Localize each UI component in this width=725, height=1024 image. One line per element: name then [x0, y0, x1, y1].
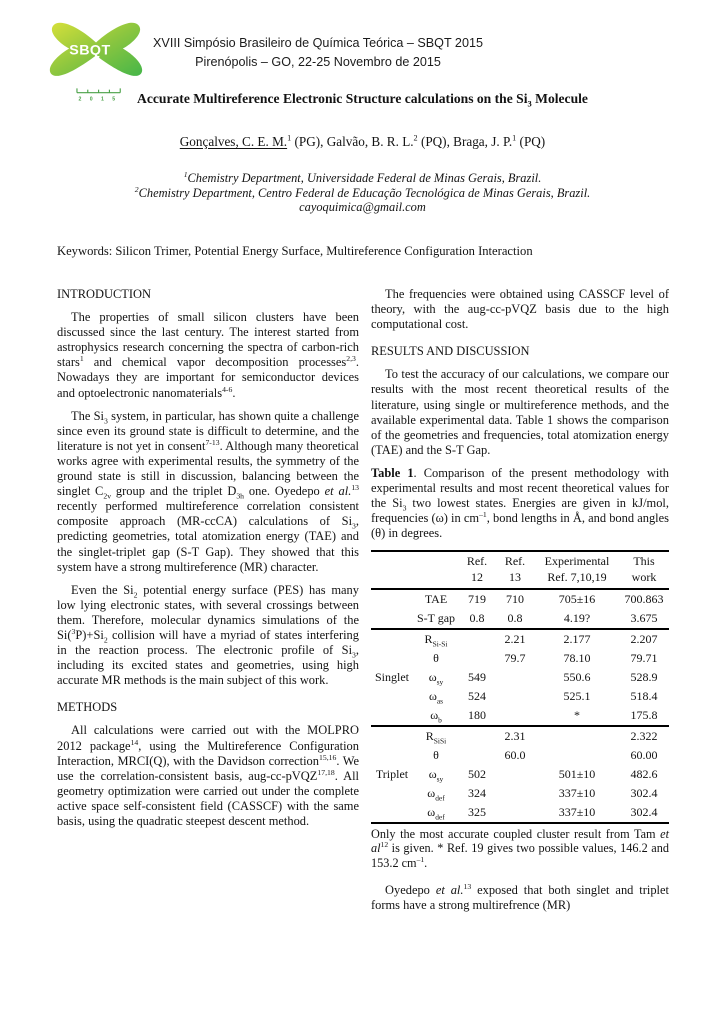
col-header-line: work: [631, 570, 657, 584]
table-row: [371, 649, 669, 668]
paper-title: Accurate Multireference Electronic Structure calculations on the $Si_3$ Molecule: [137, 91, 588, 109]
col-header-line: 12: [471, 570, 483, 584]
contact-email: cayoquimica@gmail.com: [299, 200, 426, 214]
row-label: $\omega_{sy}$: [428, 669, 444, 686]
table-cell: 175.8: [630, 707, 658, 722]
row-label: $\omega_{sy}$: [428, 766, 444, 783]
table-cell: 2.322: [619, 726, 669, 746]
table-cell: 79.7: [504, 650, 526, 665]
col-header-line: This: [633, 554, 655, 569]
group-label-singlet: Singlet: [371, 629, 413, 726]
table-cell: 302.4: [630, 785, 658, 800]
table-cell: 2.31: [495, 726, 535, 746]
methods-paragraph: All calculations were carried out with the MOLPRO 2012 package$^{14}$, using the Multireference Configuration Interaction, MRCI(Q), with the Davidson correction$^{15,16}$. We use the correlation-consistent basis, aug-cc-pVQZ$^{17,18}$. All geometry optimization were carried out under the complete active space self-consistent field (CASSCF) with the same basis, using the quadratic steepest descent method.: [57, 723, 359, 828]
col-header-line: 13: [509, 570, 521, 584]
left-column: [57, 287, 359, 913]
conference-location-date: Pirenópolis – GO, 22-25 Novembro de 2015: [195, 54, 441, 69]
table-cell: 4.19?: [563, 610, 591, 625]
table-cell: 700.863: [624, 591, 664, 606]
col-header-line: Ref. 7,10,19: [547, 570, 607, 584]
row-label: $R_{Si-Si}$: [413, 629, 459, 649]
table-cell: 337±10: [558, 785, 596, 800]
table-cell: [495, 706, 535, 726]
table-cell: [495, 784, 535, 803]
group-label-triplet: Triplet: [371, 726, 413, 823]
table-cell: [495, 765, 535, 784]
table-cell: 518.4: [630, 688, 658, 703]
table-row: [371, 784, 669, 803]
right-column: [371, 287, 669, 913]
table-cell: 549: [468, 669, 486, 684]
table-cell: 337±10: [558, 804, 596, 819]
table-cell: 302.4: [630, 804, 658, 819]
table1: [371, 550, 669, 823]
row-label: $\omega_b$: [430, 707, 442, 724]
table-cell: 525.1: [563, 688, 591, 703]
table-cell: 550.6: [563, 669, 591, 684]
table-row: [371, 803, 669, 823]
table-cell: [459, 726, 495, 746]
table1-caption: Table 1. Comparison of the present methodology with experimental results and most recent theoretical values for the $Si_3$ two lowest states. Energies are given in kJ/mol, frequencies (ω) in $cm^{-1}$, bond lengths in Å, and bond angles (θ) in degrees.: [371, 465, 670, 541]
table-row: [371, 589, 669, 609]
table-cell: 502: [468, 766, 486, 781]
table-cell: 2.207: [619, 629, 669, 649]
table-cell: 0.8: [507, 610, 523, 625]
table-row: [371, 687, 669, 706]
table-row: [371, 746, 669, 765]
table-cell: [495, 668, 535, 687]
authors-line: Gonçalves, C. E. M.$^1$ (PG), Galvão, B. R. L.$^2$ (PQ), Braga, J. P.$^1$ (PQ): [179, 133, 546, 149]
body-columns: [57, 287, 669, 913]
intro-paragraph-1: The properties of small silicon clusters have been discussed since the last century. The interest started from astrophysics research concerning the spectra of carbon-rich stars$^1$ and chemical vapor decomposition processes$^{2,3}$. Nowadays they are important for semiconductor devices and optoelectronic nanomaterials$^{4-6}$.: [57, 310, 359, 400]
row-label: S-T gap: [416, 610, 456, 625]
table-cell: 325: [468, 804, 486, 819]
table-cell: [535, 726, 619, 746]
col-header-experimental: [535, 551, 619, 588]
table-cell: 0.8: [469, 610, 485, 625]
table-cell: [459, 746, 495, 765]
col-header-ref12: [459, 551, 495, 588]
affiliations-block: [37, 171, 688, 215]
heading-results: RESULTS AND DISCUSSION: [371, 344, 530, 359]
table-cell: [459, 649, 495, 668]
table-cell: [495, 687, 535, 706]
row-label: $R_{SiSi}$: [413, 726, 459, 746]
table-cell: 180: [468, 707, 486, 722]
table-row: [371, 668, 669, 687]
row-label: $\omega_{as}$: [428, 688, 444, 705]
frequencies-paragraph: The frequencies were obtained using CASSCF level of theory, with the aug-cc-pVQZ basis due to the high computational cost.: [371, 287, 669, 332]
table-row: [371, 706, 669, 726]
sbqt-logo-text: SBQT: [69, 42, 111, 59]
table-cell: 501±10: [558, 766, 596, 781]
table-cell: 2.21: [495, 629, 535, 649]
row-label: $\omega_{def}$: [427, 804, 445, 821]
table-row: [371, 609, 669, 629]
table-row: [371, 629, 669, 649]
table-row: [371, 726, 669, 746]
table-cell: 524: [468, 688, 486, 703]
table-header-row: [371, 551, 669, 588]
table-cell: 78.10: [563, 650, 591, 665]
col-header-line: Ref.: [504, 554, 526, 569]
header-spacer: [371, 551, 459, 588]
group-label: [371, 589, 413, 629]
table-cell: 710: [506, 591, 524, 606]
results-paragraph: To test the accuracy of our calculations, we compare our results with the most recent theoretical results of the literature, using single or multireference methods, and the available experimental data. Table 1 shows the comparison of the geometries and frequencies, total atomization energy (TAE) and the S-T Gap.: [371, 367, 669, 457]
table-cell: [459, 629, 495, 649]
table1-footnote: Only the most accurate coupled cluster result from Tam et $al^{12}$ is given. * Ref. 19 gives two possible values, 146.2 and 153.2 $cm^{-1}$.: [371, 826, 669, 870]
intro-paragraph-2: The $Si_3$ system, in particular, has shown quite a challenge since even its ground state is difficult to determine, and the literature is not yet in consent$^{7-13}$. Although many theoretical works agree with experimental results, the symmetry of the ground state is still in discussion, balancing between the singlet $C_{2v}$ group and the triplet $D_{3h}$ one. Oyedepo et al.$^{13}$ recently performed multireference correlation consistent composite approach (MR-ccCA) calculations of $Si_3$, predicting geometries, total atomization energy (TAE) and the singlet-triplet gap (S-T Gap). They showed that this system have a strong multireference (MR) character.: [57, 408, 360, 574]
row-label: θ: [433, 650, 439, 665]
heading-introduction: INTRODUCTION: [57, 287, 151, 301]
col-header-ref13: [495, 551, 535, 588]
table-cell: [535, 746, 619, 765]
conference-title: XVIII Simpósio Brasileiro de Química Teórica – SBQT 2015: [153, 36, 483, 50]
table-cell: 482.6: [630, 766, 658, 781]
table-cell: 705±16: [558, 591, 596, 606]
affiliation-1: $^1$Chemistry Department, Universidade Federal de Minas Gerais, Brazil.: [183, 169, 542, 185]
row-label: θ: [433, 747, 439, 762]
table-cell: 60.00: [630, 747, 658, 762]
table-cell: 719: [468, 591, 486, 606]
table-cell: 528.9: [630, 669, 658, 684]
table-cell: [495, 803, 535, 823]
intro-paragraph-3: Even the $Si_2$ potential energy surface (PES) has many low lying electronic states, with several crossings between them. Therefore, molecular dynamics simulations of the $Si(^3P)+Si_2$ collision will have a myriad of states interfering in the reaction process. The electronic profile of $Si_3$, including its excited states and geometries, using high accurate MR methods is the main subject of this work.: [57, 582, 359, 688]
table-row: [371, 765, 669, 784]
col-header-this-work: [619, 551, 669, 588]
conference-header: [103, 34, 533, 72]
col-header-line: Experimental: [544, 554, 610, 569]
table-cell: 324: [468, 785, 486, 800]
logo-year-text: 2 0 1 5: [78, 96, 119, 103]
col-header-line: Ref.: [466, 554, 488, 569]
table-cell: 79.71: [630, 650, 658, 665]
keywords-line: Keywords: Silicon Trimer, Potential Energy Surface, Multireference Configuration Interaction: [57, 244, 533, 258]
heading-methods: METHODS: [57, 700, 118, 715]
row-label: TAE: [424, 591, 448, 606]
table-cell: *: [574, 707, 580, 722]
discussion-paragraph: Oyedepo et al.$^{13}$ exposed that both singlet and triplet forms have a strong multirefrence (MR): [371, 881, 669, 912]
table-cell: 60.0: [504, 747, 526, 762]
affiliation-2: $^2$Chemistry Department, Centro Federal de Educação Tecnológica de Minas Gerais, Brazil.: [134, 184, 591, 200]
table-cell: 3.675: [630, 610, 658, 625]
row-label: $\omega_{def}$: [427, 785, 445, 802]
table-cell: 2.177: [535, 629, 619, 649]
